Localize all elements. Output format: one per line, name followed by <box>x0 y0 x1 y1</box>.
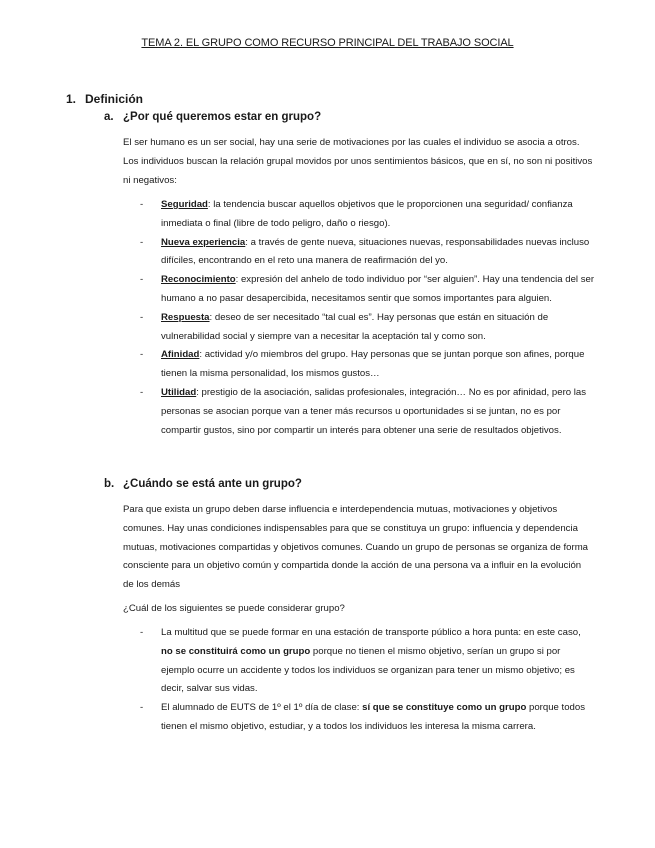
intro-paragraph-a: El ser humano es un ser social, hay una serie de motivaciones por las cuales el individuo se asocia a otros. Los individuos buscan la relación grupal movidos por unos sentimientos básicos, que en sí, no son ni positivos ni negativos: <box>123 137 593 186</box>
section-label: Definición <box>85 92 144 106</box>
motivation-term: Reconocimiento <box>161 274 236 286</box>
example-text-before: La multitud que se puede formar en una estación de transporte público a hora punta: en este caso, <box>161 627 581 638</box>
list-item <box>140 271 595 309</box>
motivation-text: : actividad y/o miembros del grupo. Hay personas que se juntan porque son afines, porque tienen la misma personalidad, los mismos gustos… <box>161 349 585 380</box>
list-item <box>140 384 595 440</box>
list-item <box>140 196 595 234</box>
group-question: ¿Cuál de los siguientes se puede considerar grupo? <box>123 603 345 614</box>
motivation-term: Nueva experiencia <box>161 236 246 248</box>
subsection-letter: a. <box>104 111 114 123</box>
subsection-label: ¿Cuándo se está ante un grupo? <box>123 478 302 490</box>
dash-bullet: - <box>140 274 144 286</box>
motivation-text: : expresión del anhelo de todo individuo por “ser alguien”. Hay una tendencia del ser humano a no pasar desapercibida, necesitamos sentir que somos importantes para alguien. <box>161 274 595 304</box>
example-text-bold: sí que se constituye como un grupo <box>362 702 527 714</box>
motivation-text: : prestigio de la asociación, salidas profesionales, integración… No es por afinidad, pero las personas se asocian porque van a tener más recursos u oportunidades si se juntan, no es por compartir gustos, sino por compartir un interés para obtener una serie de resultados objetivos. <box>161 386 587 436</box>
list-item <box>140 624 595 699</box>
motivation-term: Utilidad <box>161 386 197 398</box>
motivation-text: : a través de gente nueva, situaciones nuevas, responsabilidades nuevas incluso difíciles, encontrando en el reto una manera de reafirmación del yo. <box>161 236 590 267</box>
example-text-before: El alumnado de EUTS de 1º el 1º día de clase: <box>161 702 363 714</box>
list-item <box>140 234 595 272</box>
list-item <box>140 699 595 737</box>
motivation-text: : deseo de ser necesitado “tal cual es”. Hay personas que están en situación de vulnerabilidad social y siempre van a necesitar la aceptación tal y como son. <box>161 311 549 342</box>
subsection-letter: b. <box>104 478 115 490</box>
examples-list <box>140 624 595 737</box>
motivation-text: : la tendencia buscar aquellos objetivos que le proporcionen una seguridad/ confianza inmediata o final (libre de todo peligro, daño o riesgo). <box>161 199 573 229</box>
document-title: TEMA 2. EL GRUPO COMO RECURSO PRINCIPAL DEL TRABAJO SOCIAL <box>141 37 514 49</box>
subsection-heading-a <box>104 111 321 123</box>
dash-bullet: - <box>140 627 144 638</box>
dash-bullet: - <box>140 236 144 248</box>
intro-paragraph-b: Para que exista un grupo deben darse influencia e interdependencia mutuas, motivaciones y objetivos comunes. Hay unas condiciones indispensables para que se constituya un grupo: influencia y dependencia mutuas, motivaciones compartidas y objetivos comunes. Cuando un grupo de personas se organiza de forma consciente para un objetivo común y compartida donde la acción de una persona va a influir en la evolución de los demás <box>123 504 589 591</box>
section-heading-definicion <box>66 92 143 106</box>
example-text-after: porque no tienen el mismo objetivo, serían un grupo si por ejemplo ocurre un accidente y todos los individuos se organizan para tener un mismo objetivo; es decir, salvar sus vidas. <box>161 645 575 695</box>
dash-bullet: - <box>140 386 144 398</box>
subsection-label: ¿Por qué queremos estar en grupo? <box>123 111 322 123</box>
motivation-term: Seguridad <box>161 199 208 210</box>
section-number: 1. <box>66 92 77 106</box>
motivation-term: Afinidad <box>161 349 200 361</box>
dash-bullet: - <box>140 199 144 210</box>
motivation-term: Respuesta <box>161 311 210 323</box>
dash-bullet: - <box>140 702 144 714</box>
list-item <box>140 309 595 347</box>
dash-bullet: - <box>140 311 144 323</box>
example-text-bold: no se constituirá como un grupo <box>161 645 311 657</box>
list-item <box>140 346 595 384</box>
subsection-heading-b <box>104 478 302 490</box>
dash-bullet: - <box>140 349 144 361</box>
example-text-after: porque todos tienen el mismo objetivo, estudiar, y a todos los individuos les interesa la misma carrera. <box>161 702 586 732</box>
motivations-list <box>140 196 595 440</box>
